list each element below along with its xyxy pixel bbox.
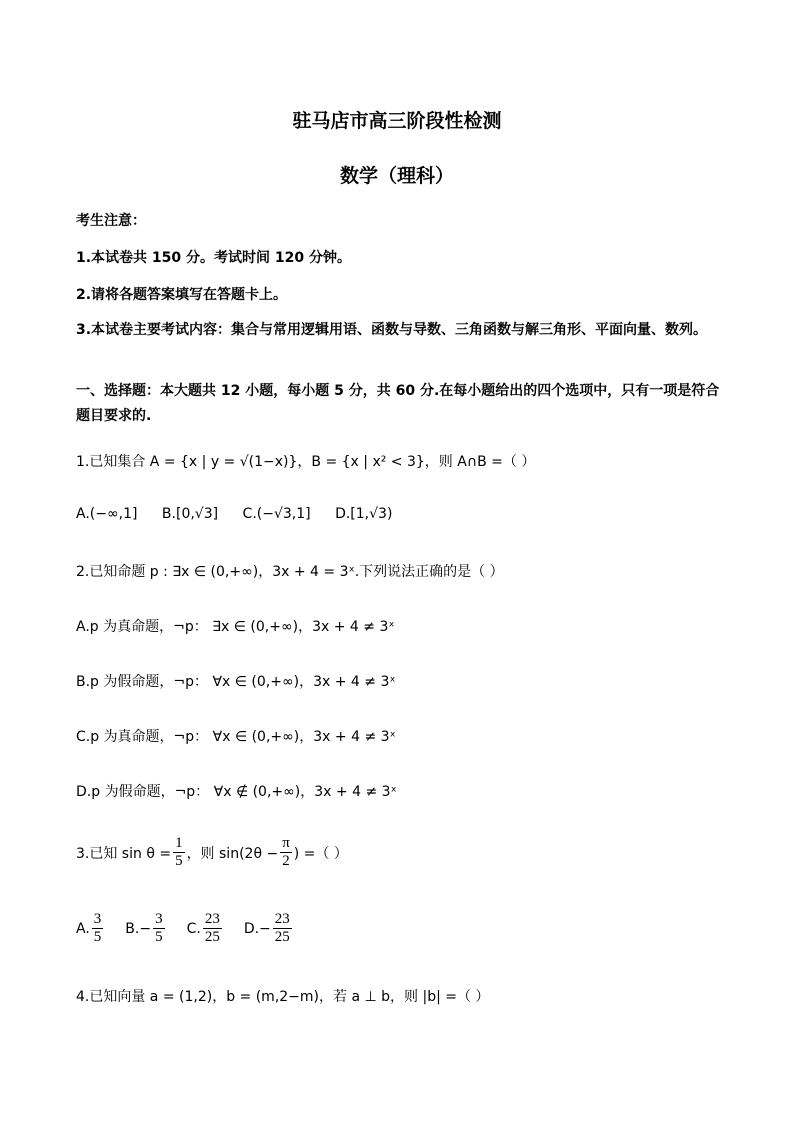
question-3-option-d: D. − $\frac{23}{25}$ (243, 911, 290, 945)
question-3-fraction-1-num: 1 (175, 835, 183, 851)
question-3-suffix: ) =（ ） (293, 845, 348, 862)
question-3-options (76, 911, 726, 946)
question-3-option-b: B. − $\frac{3}{5}$ (125, 911, 163, 945)
question-3-fraction-2 (280, 835, 292, 870)
notice-item-1: 1.本试卷共 150 分。考试时间 120 分钟。 (76, 250, 352, 266)
question-3-mid: ，则 sin(2θ − (186, 845, 279, 862)
question-3-prefix: 3.已知 sin θ = (76, 845, 172, 862)
question-1-option-c: C.(−√3,1] (242, 506, 311, 522)
question-2-stem: 2.已知命题 p : ∃x ∈ (0,+∞)，3x + 4 = 3ˣ.下列说法正确的是（ ） (76, 564, 504, 580)
notice-heading: 考生注意： (76, 213, 146, 229)
question-1-stem: 1.已知集合 A = {x | y = √(1−x)}，B = {x | x² < 3}，则 A∩B =（ ） (76, 454, 536, 470)
question-4-stem: 4.已知向量 a = (1,2)，b = (m,2−m)，若 a ⊥ b，则 |b| =（ ） (76, 989, 490, 1005)
notice-item-2: 2.请将各题答案填写在答题卡上。 (76, 287, 288, 303)
exam-subtitle: 数学（理科） (339, 165, 454, 187)
question-1-options (76, 506, 726, 522)
question-3-stem (76, 835, 726, 870)
question-3-fraction-2-den: 2 (282, 853, 290, 869)
exam-title: 驻马店市高三阶段性检测 (292, 110, 502, 132)
question-1-option-b: B.[0,√3] (161, 506, 219, 522)
question-3-fraction-2-num: π (282, 835, 290, 851)
question-1-option-d: D.[1,√3) (335, 506, 393, 522)
question-2-option-d: D.p 为假命题，¬p： ∀x ∉ (0,+∞)，3x + 4 ≠ 3ˣ (76, 784, 397, 800)
section-1-heading: 一、选择题：本大题共 12 小题，每小题 5 分，共 60 分.在每小题给出的四个选项中，只有一项是符合题目要求的. (76, 383, 720, 424)
question-3-fraction-1 (173, 835, 185, 870)
notice-item-3: 3.本试卷主要考试内容：集合与常用逻辑用语、函数与导数、三角函数与解三角形、平面向量、数列。 (76, 322, 708, 338)
question-2-option-c: C.p 为真命题，¬p： ∀x ∈ (0,+∞)，3x + 4 ≠ 3ˣ (76, 729, 396, 745)
question-2-option-b: B.p 为假命题，¬p： ∀x ∈ (0,+∞)，3x + 4 ≠ 3ˣ (76, 674, 396, 690)
question-2-option-a: A.p 为真命题，¬p： ∃x ∈ (0,+∞)，3x + 4 ≠ 3ˣ (76, 619, 395, 635)
question-3-option-c: C. $\frac{23}{25}$ (186, 911, 220, 945)
question-1-option-a: A.(−∞,1] (76, 506, 138, 522)
question-3-option-a: A. $\frac{3}{5}$ (76, 911, 102, 945)
question-3-fraction-1-den: 5 (175, 853, 183, 869)
